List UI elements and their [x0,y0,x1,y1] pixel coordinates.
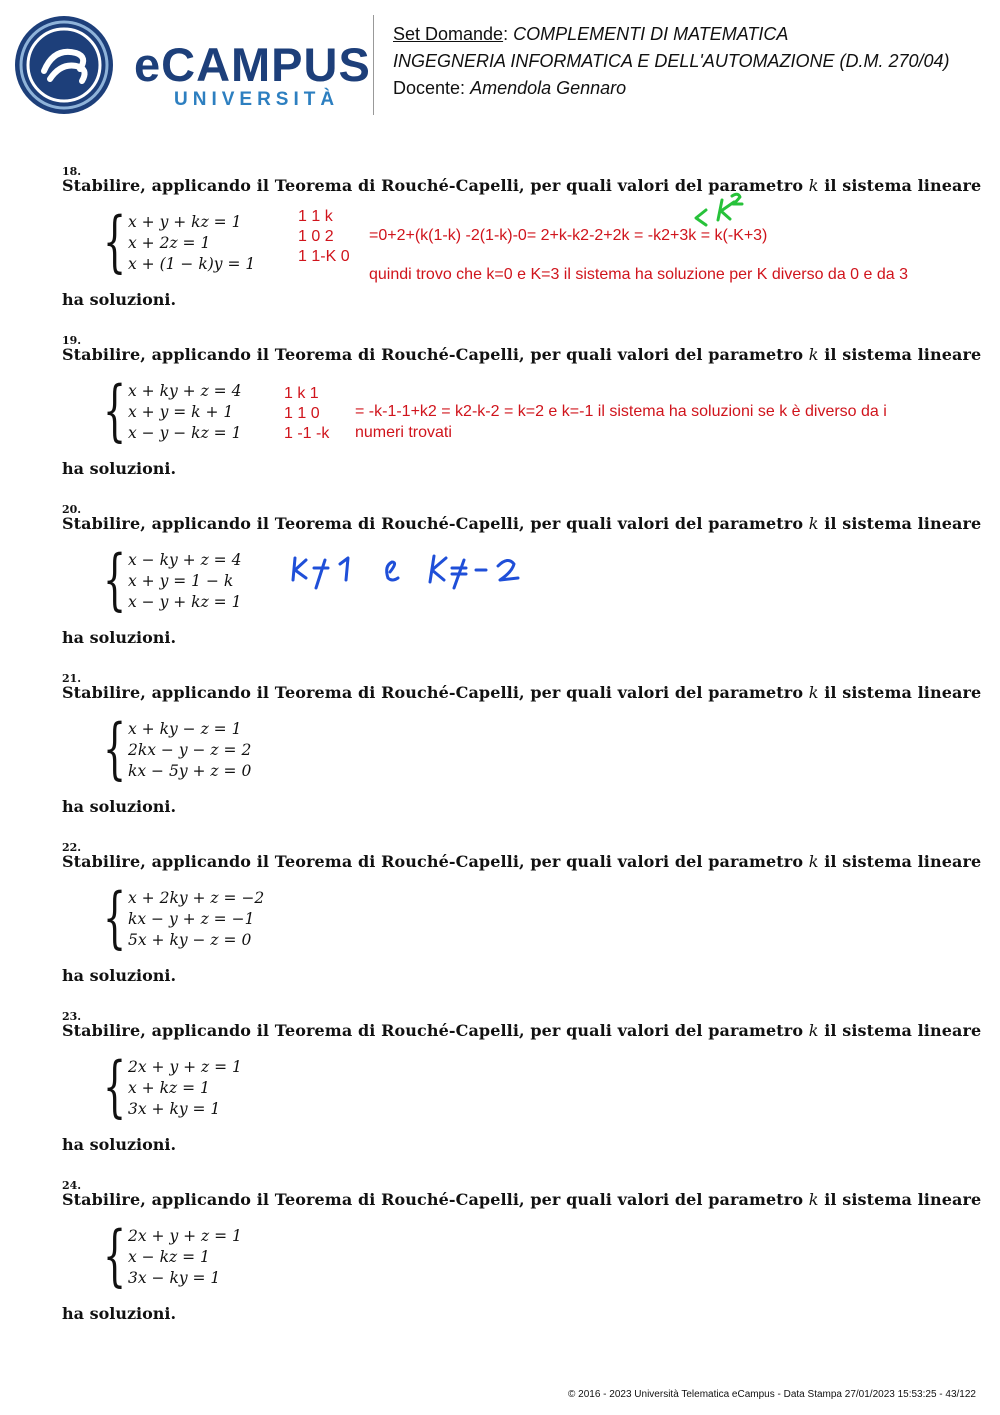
answer-prompt: ha soluzioni. [62,459,177,478]
answer-prompt: ha soluzioni. [62,290,177,309]
answer-prompt: ha soluzioni. [62,628,177,647]
question-text: Stabilire, applicando il Teorema di Rouché-Capelli, per quali valori del parametro k il sistema lineare [62,852,982,871]
q19-determinant-calc: = -k-1-1+k2 = k2-k-2 = k=2 e k=-1 il sistema ha soluzioni se k è diverso da i [355,403,887,420]
question-text: Stabilire, applicando il Teorema di Rouché-Capelli, per quali valori del parametro k il sistema lineare [62,345,982,364]
q19-matrix-row-2: 1 1 0 [284,405,320,422]
equation-1: 2x + y + z = 1 [128,1227,242,1245]
system-brace: { [103,710,127,787]
question-number: 20. [62,503,82,516]
equation-2: 2kx − y − z = 2 [128,741,252,759]
equation-2: kx − y + z = −1 [128,910,255,928]
question-text: Stabilire, applicando il Teorema di Rouché-Capelli, per quali valori del parametro k il sistema lineare [62,683,982,702]
question-number: 24. [62,1179,82,1192]
question-text: Stabilire, applicando il Teorema di Rouché-Capelli, per quali valori del parametro k il sistema lineare [62,1190,982,1209]
equation-1: x + y + kz = 1 [128,213,242,231]
course-title: COMPLEMENTI DI MATEMATICA [513,24,789,44]
system-brace: { [103,372,127,449]
answer-prompt: ha soluzioni. [62,966,177,985]
system-brace: { [103,203,127,280]
question-block [0,1179,1000,1339]
question-block [0,1010,1000,1170]
equation-2: x − kz = 1 [128,1248,210,1266]
page-footer: © 2016 - 2023 Università Telematica eCampus - Data Stampa 27/01/2023 15:53:25 - 43/122 [568,1389,976,1400]
equation-2: x + kz = 1 [128,1079,210,1097]
system-brace: { [103,1048,127,1125]
q18-conclusion: quindi trovo che k=0 e K=3 il sistema ha soluzione per K diverso da 0 e da 3 [369,266,908,283]
answer-prompt: ha soluzioni. [62,1135,177,1154]
question-text: Stabilire, applicando il Teorema di Rouché-Capelli, per quali valori del parametro k il sistema lineare [62,176,982,195]
equation-1: x − ky + z = 4 [128,551,242,569]
answer-prompt: ha soluzioni. [62,797,177,816]
logo-subtext: UNIVERSITÀ [174,89,340,110]
equation-1: x + ky − z = 1 [128,720,242,738]
teacher-name: Amendola Gennaro [470,78,627,98]
q19-matrix-row-1: 1 k 1 [284,385,319,402]
equation-2: x + 2z = 1 [128,234,211,252]
system-brace: { [103,879,127,956]
question-block [0,841,1000,1001]
q19-matrix-row-3: 1 -1 -k [284,425,330,442]
system-brace: { [103,541,127,618]
question-block [0,672,1000,832]
q18-handwritten-k-squared [688,192,748,232]
set-label: Set Domande [393,24,504,44]
header-degree-line [393,51,950,72]
header-set-line: Set Domande: COMPLEMENTI DI MATEMATICA [393,24,789,44]
equation-2: x + y = k + 1 [128,403,234,421]
q18-matrix-row-1: 1 1 k [298,208,333,225]
equation-3: x − y − kz = 1 [128,424,242,442]
header-divider [373,15,374,115]
question-number: 23. [62,1010,82,1023]
q18-matrix-row-3: 1 1-K 0 [298,248,350,265]
equation-3: 5x + ky − z = 0 [128,931,252,949]
equation-3: 3x + ky = 1 [128,1100,221,1118]
question-text: Stabilire, applicando il Teorema di Rouché-Capelli, per quali valori del parametro k il sistema lineare [62,514,982,533]
equation-3: 3x − ky = 1 [128,1269,221,1287]
question-number: 22. [62,841,82,854]
question-number: 21. [62,672,82,685]
equation-1: 2x + y + z = 1 [128,1058,242,1076]
question-block [0,165,1000,325]
equation-3: kx − 5y + z = 0 [128,762,252,780]
equation-2: x + y = 1 − k [128,572,234,590]
answer-prompt: ha soluzioni. [62,1304,177,1323]
header-teacher-line [393,78,626,99]
system-brace: { [103,1217,127,1294]
q20-handwritten-answer [288,552,538,594]
degree-title: INGEGNERIA INFORMATICA E DELL'AUTOMAZIONE (D.M. 270/04) [393,51,950,71]
q19-calc-continuation: numeri trovati [355,424,452,441]
q18-matrix-row-2: 1 0 2 [298,228,334,245]
ecampus-logo [14,15,371,115]
ecampus-seal-icon [14,15,114,115]
question-text: Stabilire, applicando il Teorema di Rouché-Capelli, per quali valori del parametro k il sistema lineare [62,1021,982,1040]
equation-1: x + 2ky + z = −2 [128,889,265,907]
logo-wordmark: eCAMPUS [134,38,371,91]
equation-3: x − y + kz = 1 [128,593,242,611]
q18-determinant-calc: =0+2+(k(1-k) -2(1-k)-0= 2+k-k2-2+2k = -k2+3k = k(-K+3) [369,227,768,244]
equation-1: x + ky + z = 4 [128,382,242,400]
question-number: 18. [62,165,82,178]
question-number: 19. [62,334,82,347]
equation-3: x + (1 − k)y = 1 [128,255,256,273]
teacher-label: Docente: [393,78,466,98]
